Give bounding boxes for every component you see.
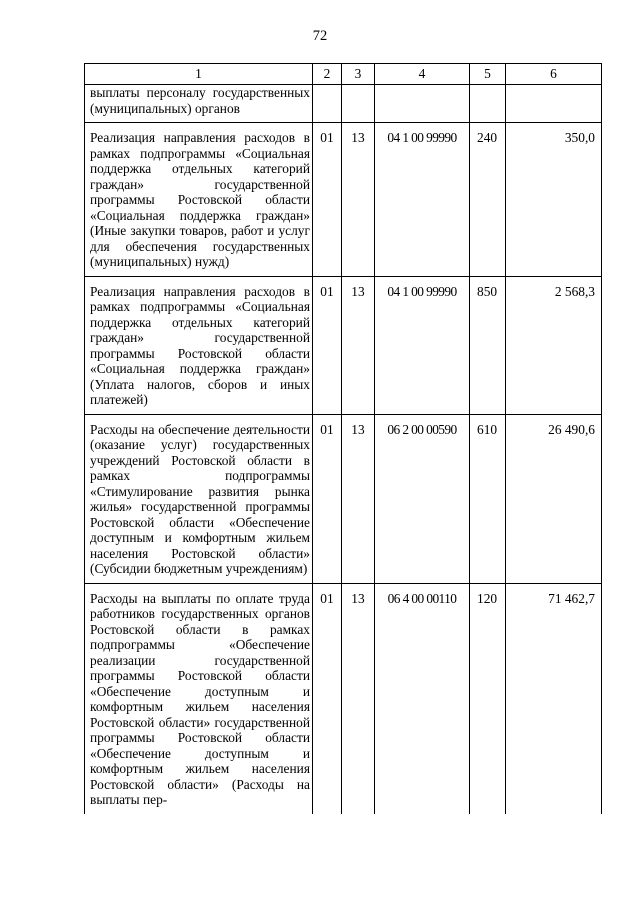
row-pr xyxy=(342,85,375,123)
row-pr: 13 xyxy=(342,123,375,277)
table-row xyxy=(85,583,602,814)
row-description: выплаты персоналу государственных (муниципальных) органов xyxy=(85,85,313,123)
table-row xyxy=(85,276,602,414)
row-rz: 01 xyxy=(313,583,342,814)
budget-table xyxy=(84,63,602,814)
row-rz: 01 xyxy=(313,414,342,583)
header-col-2: 2 xyxy=(313,64,342,85)
row-csr: 06 4 00 00110 xyxy=(375,583,470,814)
row-rz xyxy=(313,85,342,123)
row-rz: 01 xyxy=(313,123,342,277)
row-csr: 04 1 00 99990 xyxy=(375,276,470,414)
row-csr: 06 2 00 00590 xyxy=(375,414,470,583)
row-amount: 350,0 xyxy=(506,123,602,277)
row-description: Расходы на обеспечение деятельности (оказание услуг) государственных учреждений Ростовской области в рамках подпрограммы «Стимулирование развития рынка жилья» государственной программы Ростовской области «Обеспечение доступным и комфортным жильем населения Ростовской области» (Субсидии бюджетным учреждениям) xyxy=(85,414,313,583)
row-rz: 01 xyxy=(313,276,342,414)
header-col-1: 1 xyxy=(85,64,313,85)
row-vr: 240 xyxy=(470,123,506,277)
row-vr xyxy=(470,85,506,123)
row-pr: 13 xyxy=(342,276,375,414)
row-description: Реализация направления расходов в рамках подпрограммы «Социальная поддержка отдельных категорий граждан» государственной программы Ростовской области «Социальная поддержка граждан» (Иные закупки товаров, работ и услуг для обеспечения государственных (муниципальных) нужд) xyxy=(85,123,313,277)
table-row-continuation xyxy=(85,85,602,123)
row-amount: 71 462,7 xyxy=(506,583,602,814)
header-col-5: 5 xyxy=(470,64,506,85)
row-description: Реализация направления расходов в рамках подпрограммы «Социальная поддержка отдельных категорий граждан» государственной программы Ростовской области «Социальная поддержка граждан» (Уплата налогов, сборов и иных платежей) xyxy=(85,276,313,414)
row-pr: 13 xyxy=(342,583,375,814)
page-number: 72 xyxy=(312,28,328,44)
table-header-row xyxy=(85,64,602,85)
row-description: Расходы на выплаты по оплате труда работников государственных органов Ростовской области в рамках подпрограммы «Обеспечение реализации государственной программы Ростовской области «Обеспечение доступным и комфортным жильем населения Ростовской области» государственной программы Ростовской области «Обеспечение доступным и комфортным жильем населения Ростовской области» (Расходы на выплаты пер- xyxy=(85,583,313,814)
table-row xyxy=(85,414,602,583)
row-amount xyxy=(506,85,602,123)
header-col-3: 3 xyxy=(342,64,375,85)
row-vr: 610 xyxy=(470,414,506,583)
header-col-4: 4 xyxy=(375,64,470,85)
row-csr: 04 1 00 99990 xyxy=(375,123,470,277)
row-csr xyxy=(375,85,470,123)
row-amount: 2 568,3 xyxy=(506,276,602,414)
row-vr: 120 xyxy=(470,583,506,814)
header-col-6: 6 xyxy=(506,64,602,85)
row-pr: 13 xyxy=(342,414,375,583)
row-vr: 850 xyxy=(470,276,506,414)
row-amount: 26 490,6 xyxy=(506,414,602,583)
table-row xyxy=(85,123,602,277)
